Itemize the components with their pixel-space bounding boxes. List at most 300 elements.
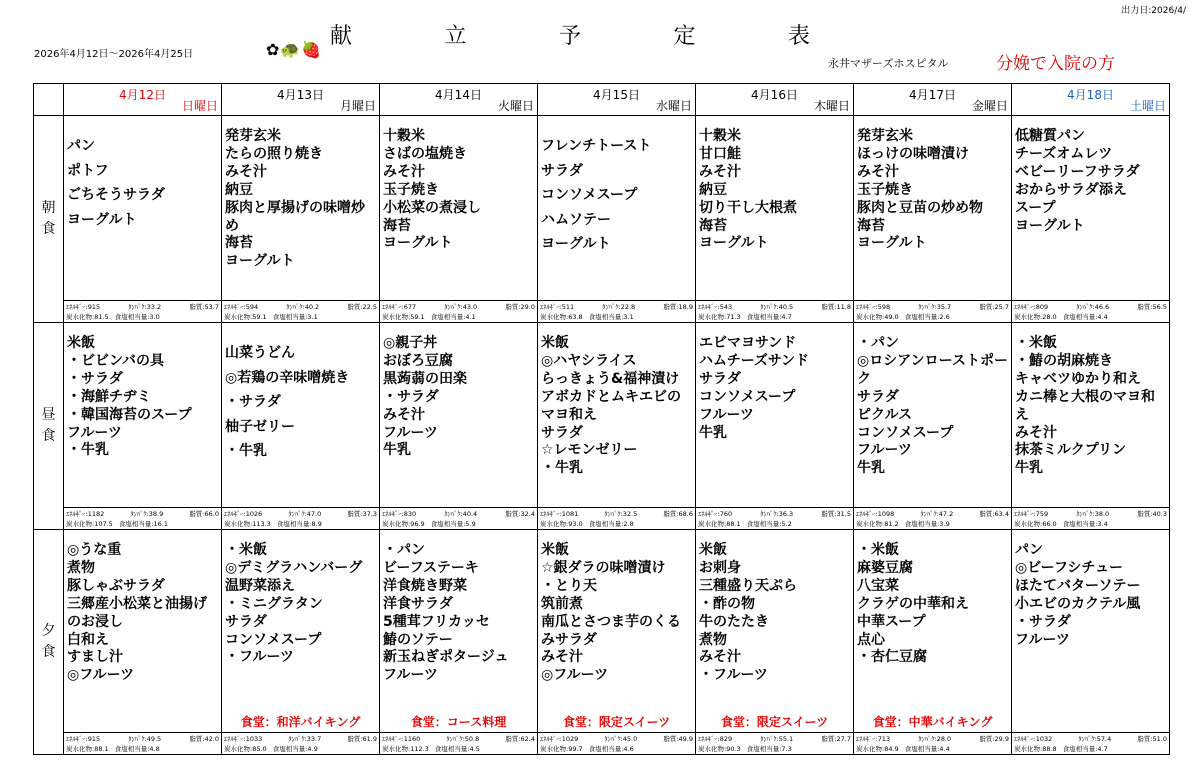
energy-item [540,511,578,518]
salt-label: 食塩相当量: [588,519,624,528]
carb-item [382,746,429,753]
breakfast-label [34,116,64,323]
energy-value: 915 [87,302,101,311]
dish-item: エビマヨサンド [699,335,797,351]
dish-item: ◎ビーフシチュー [1015,559,1123,576]
menu-table [33,83,1170,755]
dish-item: ・鰆の胡麻焼き [1015,352,1113,369]
dish-item: ハムチーズサンド [699,352,810,369]
dish-list [64,530,221,685]
fat-label: 脂質: [663,734,679,743]
dish-item: 牛乳 [699,424,727,441]
fat-label: 脂質: [1137,509,1153,518]
energy-label: ｴﾈﾙｷﾞｰ: [1014,734,1036,743]
dish-list [380,323,537,460]
dish-item: 温野菜添え [225,577,295,594]
protein-value: 45.0 [622,734,638,743]
fat-value: 27.7 [836,734,851,743]
salt-value: 3.1 [623,312,634,321]
nutrition-info [538,300,695,322]
dish-item: サラダ [699,370,741,387]
salt-item [589,314,634,321]
nutrition-row [224,509,377,519]
protein-label: ﾀﾝﾊﾟｸ: [1078,734,1097,743]
protein-item [1076,304,1109,311]
nutrition-row [382,744,535,754]
protein-item [918,304,951,311]
date-label: 4月18日 [1067,88,1114,102]
energy-item [856,736,890,743]
dish-item: フルーツ [857,442,912,459]
carb-label: 炭水化物: [224,312,253,321]
breakfast-cell [222,116,380,323]
energy-item [698,511,732,518]
dish-item: 筑前煮 [541,595,583,612]
fat-label: 脂質: [347,302,363,311]
protein-value: 40.2 [304,302,320,311]
title-char: 立 [444,24,467,49]
carb-label: 炭水化物: [540,312,569,321]
meal-label-char: 夕 [41,623,56,639]
carb-value: 93.0 [568,519,583,528]
salt-item [905,314,950,321]
dish-item: ・海鮮チヂミ [67,388,151,405]
protein-value: 50.8 [464,734,480,743]
energy-item [66,304,100,311]
dish-item: フルーツ [1015,631,1070,648]
fat-value: 53.7 [204,302,219,311]
dish-item: ハムソテー [541,211,611,228]
energy-value: 809 [1035,302,1049,311]
dish-list [696,116,853,253]
protein-label: ﾀﾝﾊﾟｸ: [128,302,147,311]
dish-item: パン [1015,542,1043,558]
fat-item [189,736,219,743]
fat-value: 29.9 [994,734,1009,743]
carb-item [540,746,583,753]
protein-value: 38.9 [148,509,164,518]
fat-value: 66.0 [204,509,219,518]
dish-item: 新玉ねぎポタージュ [383,649,509,666]
dish-item: ・フルーツ [699,667,768,684]
dish-item: お刺身 [699,559,741,576]
dish-item: 納豆 [225,181,253,198]
fat-label: 脂質: [979,734,995,743]
protein-value: 47.0 [306,509,322,518]
fat-value: 31.5 [836,509,851,518]
salt-label: 食塩相当量: [588,312,624,321]
carb-label: 炭水化物: [856,312,885,321]
dish-item: コンソメスープ [541,187,638,203]
protein-label: ﾀﾝﾊﾟｸ: [918,302,937,311]
dish-item: 甘口鮭 [699,145,741,162]
nutrition-row [540,744,693,754]
date-header-cell [854,84,1012,116]
energy-item [224,304,258,311]
dinner-cell [1012,530,1170,755]
dish-item: ・ミニグラタン [225,595,323,612]
salt-item [435,746,480,753]
fat-value: 51.0 [1152,734,1167,743]
energy-value: 1182 [87,509,105,518]
dish-item: ヨーグルト [699,235,769,252]
protein-value: 47.2 [938,509,954,518]
energy-item [66,511,104,518]
meal-label-char: 食 [41,428,56,444]
dish-item: ・米飯 [857,542,899,558]
carb-item [66,314,109,321]
protein-item [128,736,161,743]
fat-item [505,304,535,311]
nutrition-row [224,302,377,312]
protein-value: 40.4 [462,509,478,518]
protein-item [288,736,321,743]
lunch-cell [222,323,380,530]
salt-value: 5.2 [781,519,792,528]
dish-list [538,116,695,257]
dish-list [1012,530,1169,649]
dish-item: ・牛乳 [541,460,583,477]
nutrition-row [540,302,693,312]
energy-value: 1160 [403,734,421,743]
protein-label: ﾀﾝﾊﾟｸ: [604,509,623,518]
dish-item: みそ汁 [383,163,425,180]
energy-value: 1081 [561,509,579,518]
dish-item: 米飯 [541,542,569,558]
fat-item [979,736,1009,743]
dish-item: ・パン [383,542,425,558]
carb-value: 66.0 [1042,519,1057,528]
dinner-cell [538,530,696,755]
nutrition-row [540,734,693,744]
salt-item [1063,521,1108,528]
fat-value: 49.9 [678,734,693,743]
weekday-label: 木曜日 [813,99,850,113]
fat-value: 25.7 [994,302,1009,311]
date-label: 4月15日 [593,88,640,102]
energy-item [1014,736,1052,743]
protein-label: ﾀﾝﾊﾟｸ: [446,734,465,743]
dish-list [222,530,379,667]
energy-value: 594 [245,302,259,311]
dish-item: 玉子焼き [383,181,439,198]
energy-value: 598 [877,302,891,311]
dish-item: クラゲの中華和え [857,595,969,612]
fat-label: 脂質: [821,509,837,518]
fat-value: 56.5 [1152,302,1167,311]
fat-label: 脂質: [663,509,679,518]
dish-item: 牛のたたき [699,613,769,630]
dinner-cell [222,530,380,755]
dish-item: ヨーグルト [67,211,137,228]
nutrition-row [1014,302,1167,312]
dish-item: すまし汁 [67,649,123,666]
protein-value: 22.8 [620,302,636,311]
salt-item [273,314,318,321]
nutrition-row [856,519,1009,529]
dish-item: チーズオムレツ [1015,145,1113,162]
dish-item: パン [67,138,95,154]
dish-item: みそ汁 [541,649,583,666]
nutrition-info [380,732,537,754]
energy-label: ｴﾈﾙｷﾞｰ: [698,734,720,743]
protein-value: 43.0 [462,302,478,311]
dish-item: 低糖質パン [1015,128,1085,144]
carb-label: 炭水化物: [698,519,727,528]
fat-item [821,511,851,518]
energy-value: 760 [719,509,733,518]
carb-item [698,746,741,753]
fat-item [821,304,851,311]
fat-label: 脂質: [1137,302,1153,311]
energy-label: ｴﾈﾙｷﾞｰ: [382,509,404,518]
dish-item: 牛乳 [383,442,411,459]
protein-value: 35.7 [936,302,952,311]
energy-item [698,304,732,311]
carb-label: 炭水化物: [698,312,727,321]
protein-value: 33.7 [306,734,322,743]
dish-item: ◎若鶏の辛味噌焼き [225,369,350,386]
dish-item: ほっけの味噌漬け [857,145,969,162]
fat-value: 61.9 [362,734,377,743]
fat-label: 脂質: [979,302,995,311]
energy-label: ｴﾈﾙｷﾞｰ: [540,302,562,311]
decoration-icons: ✿🐢🍓 [266,40,323,59]
salt-label: 食塩相当量: [904,312,940,321]
nutrition-info [854,507,1011,529]
energy-label: ｴﾈﾙｷﾞｰ: [698,302,720,311]
protein-label: ﾀﾝﾊﾟｸ: [760,734,779,743]
date-label: 4月17日 [909,88,956,102]
salt-value: 2.6 [939,312,950,321]
carb-label: 炭水化物: [1014,744,1043,753]
title-char: 予 [558,24,581,49]
dish-list [380,116,537,253]
dish-item: 海苔 [857,217,885,234]
nutrition-row [1014,509,1167,519]
protein-item [604,736,637,743]
carb-item [382,314,425,321]
fat-item [979,511,1009,518]
dish-item: サラダ [225,613,267,630]
dish-item: サラダ [857,388,899,405]
dish-item: 三郷産小松菜と油揚げのお浸し [67,595,207,630]
carb-value: 81.5 [94,312,109,321]
dish-item: 海苔 [225,235,253,252]
nutrition-info [1012,732,1169,754]
salt-value: 4.8 [149,744,160,753]
dish-item: 海苔 [699,217,727,234]
carb-item [224,746,267,753]
salt-item [589,746,634,753]
dish-item: 発芽玄米 [225,128,281,144]
nutrition-row [224,744,377,754]
carb-label: 炭水化物: [1014,519,1043,528]
energy-label: ｴﾈﾙｷﾞｰ: [856,734,878,743]
protein-item [604,511,637,518]
energy-value: 1029 [561,734,579,743]
carb-item [856,746,899,753]
salt-label: 食塩相当量: [746,744,782,753]
protein-value: 57.4 [1096,734,1112,743]
dish-item: ベビーリーフサラダ [1015,163,1140,180]
salt-item [747,746,792,753]
fat-label: 脂質: [979,509,995,518]
salt-value: 4.4 [939,744,950,753]
carb-label: 炭水化物: [856,744,885,753]
dish-item: ◎ハヤシライス [541,352,637,369]
carb-label: 炭水化物: [224,744,253,753]
energy-label: ｴﾈﾙｷﾞｰ: [224,734,246,743]
nutrition-info [64,507,221,529]
nutrition-row [66,312,219,322]
protein-label: ﾀﾝﾊﾟｸ: [286,302,305,311]
dish-item: 柚子ゼリー [225,418,295,435]
salt-label: 食塩相当量: [434,744,470,753]
dish-item: みそ汁 [383,406,425,423]
protein-item [444,304,477,311]
nutrition-row [224,734,377,744]
carb-value: 63.8 [568,312,583,321]
dish-item: ◎フルーツ [541,667,609,684]
nutrition-row [856,302,1009,312]
salt-label: 食塩相当量: [1062,744,1098,753]
salt-label: 食塩相当量: [272,744,308,753]
fat-value: 11.8 [836,302,851,311]
nutrition-info [854,732,1011,754]
menu-period: 2026年4月12日～2026年4月25日 [34,49,194,60]
nutrition-row [698,302,851,312]
nutrition-info [854,300,1011,322]
dish-item: ・酢の物 [699,595,755,612]
protein-label: ﾀﾝﾊﾟｸ: [288,734,307,743]
fat-value: 62.4 [520,734,535,743]
salt-value: 4.5 [469,744,480,753]
fat-item [1137,736,1167,743]
fat-item [821,736,851,743]
dish-item: 豚しゃぶサラダ [67,577,165,594]
dish-item: ヨーグルト [1015,217,1085,234]
salt-label: 食塩相当量: [746,519,782,528]
dish-item: 鰆のソテー [383,631,453,648]
salt-value: 3.0 [149,312,160,321]
energy-item [382,304,416,311]
fat-value: 18.9 [678,302,693,311]
dish-item: ☆銀ダラの味噌漬け [541,559,666,576]
dish-item: 麻婆豆腐 [857,559,913,576]
salt-label: 食塩相当量: [904,744,940,753]
dish-item: ヨーグルト [383,235,453,252]
fat-label: 脂質: [1137,734,1153,743]
breakfast-row [34,116,1170,323]
dish-list [854,323,1011,478]
dish-item: たらの照り焼き [225,145,323,162]
nutrition-row [856,312,1009,322]
salt-label: 食塩相当量: [276,519,312,528]
dish-item: 洋食サラダ [383,595,453,612]
dish-item: ・サラダ [225,394,281,410]
carb-value: 49.0 [884,312,899,321]
carb-item [856,314,899,321]
protein-item [128,304,161,311]
nutrition-row [1014,734,1167,744]
dish-item: コンソメスープ [857,424,954,441]
fat-label: 脂質: [347,734,363,743]
breakfast-cell [854,116,1012,323]
nutrition-row [856,509,1009,519]
salt-item [277,521,322,528]
salt-value: 7.3 [781,744,792,753]
date-label: 4月14日 [435,88,482,102]
dish-item: 米飯 [699,542,727,558]
salt-label: 食塩相当量: [1062,519,1098,528]
dish-item: 米飯 [67,335,95,351]
dish-list [64,323,221,460]
dish-item: 三種盛り天ぷら [699,577,797,594]
dish-item: ヨーグルト [857,235,927,252]
salt-value: 4.1 [465,312,476,321]
carb-item [698,314,741,321]
salt-value: 4.4 [1097,312,1108,321]
dish-item: ◎ロシアンローストポーク [857,352,1008,387]
nutrition-row [382,302,535,312]
protein-label: ﾀﾝﾊﾟｸ: [130,509,149,518]
dish-item: 十穀米 [699,128,741,144]
energy-item [540,736,578,743]
dish-item: ◎デミグラハンバーグ [225,559,363,576]
dish-item: 玉子焼き [857,181,913,198]
date-header-cell [222,84,380,116]
date-header-row [34,84,1170,116]
nutrition-info [696,300,853,322]
dish-item: フルーツ [67,424,122,441]
energy-value: 1033 [245,734,263,743]
weekday-label: 土曜日 [1129,99,1166,113]
nutrition-row [224,519,377,529]
salt-value: 5.9 [465,519,476,528]
salt-item [747,314,792,321]
energy-label: ｴﾈﾙｷﾞｰ: [66,734,88,743]
protein-item [920,511,953,518]
energy-value: 1032 [1035,734,1053,743]
nutrition-row [1014,312,1167,322]
carb-value: 88.8 [1042,744,1057,753]
dish-item: ☆レモンゼリー [541,442,638,459]
dish-item: フルーツ [383,424,438,441]
dish-list [854,116,1011,253]
dish-list [222,116,379,271]
dish-item: サラダ [541,162,583,179]
dish-item: ・牛乳 [225,443,267,459]
carb-item [540,521,583,528]
fat-item [347,511,377,518]
energy-value: 677 [403,302,417,311]
carb-label: 炭水化物: [698,744,727,753]
protein-label: ﾀﾝﾊﾟｸ: [918,734,937,743]
carb-item [224,521,271,528]
fat-value: 32.4 [520,509,535,518]
dish-item: みそ汁 [225,163,267,180]
dish-item: 南瓜とさつま芋のくるみサラダ [541,613,681,648]
carb-item [66,746,109,753]
salt-label: 食塩相当量: [114,744,150,753]
dish-item: 牛乳 [1015,460,1043,477]
protein-label: ﾀﾝﾊﾟｸ: [760,302,779,311]
date-label: 4月12日 [119,88,166,102]
nutrition-info [696,732,853,754]
dish-item: さばの塩焼き [383,145,467,162]
protein-item [130,511,163,518]
